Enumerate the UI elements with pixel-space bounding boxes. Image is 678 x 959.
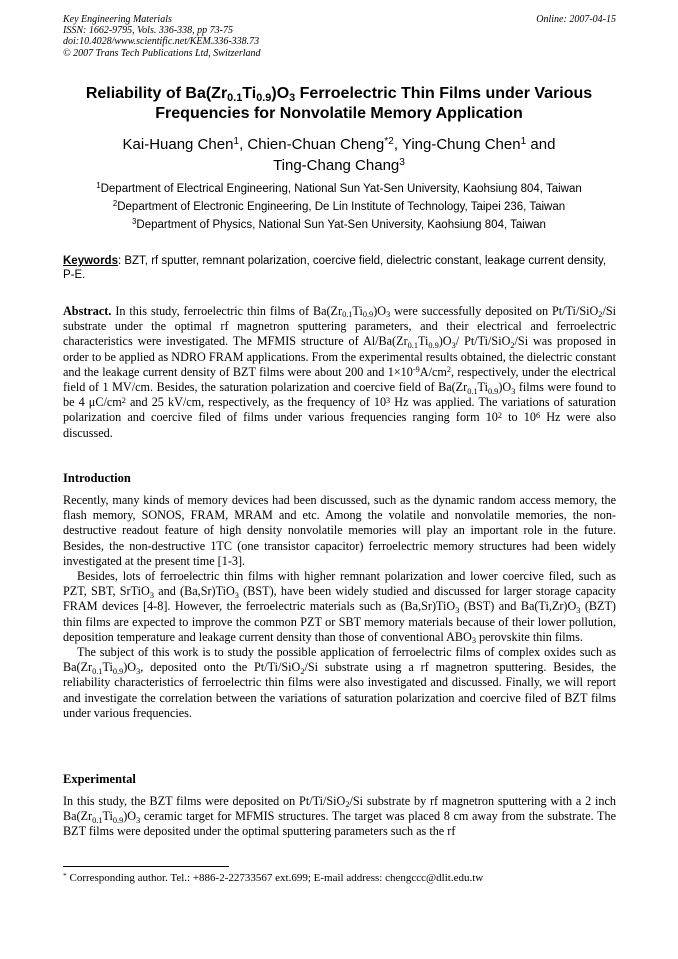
exp-text: Ti: [102, 809, 113, 824]
author-affil-mark: *2: [384, 136, 394, 148]
author-affil-mark: 1: [233, 136, 240, 148]
intro-text: and (Ba,Sr)TiO: [153, 584, 235, 599]
experimental-section: [63, 794, 616, 840]
keywords-text: : BZT, rf sputter, remnant polarization, coercive field, dielectric constant, leakage current density, P-E.: [63, 255, 607, 281]
affiliation-item: [40, 198, 638, 216]
subscript: 3: [149, 590, 154, 600]
intro-text: The subject of this work is to study the possible application of ferroelectric films of complex oxides such as Ba(Zr: [63, 645, 616, 675]
abstract-text: Hz was applied. The variations of saturation polarization and coercive filed of films under various frequencies ranging form 10: [63, 395, 616, 425]
subscript: 3: [576, 605, 581, 615]
affil-mark: 1: [96, 181, 101, 191]
subscript: 0.1: [407, 340, 418, 350]
intro-text: /Si substrate using a rf magnetron sputtering. Besides, the reliability characteristics of ferroelectric thin films were also investigated and discussed. Finally, we will report and investigate the correlation between the variations of saturation polarization and coercive filed of BZT films under various frequencies.: [63, 660, 616, 720]
abstract-text: were successfully deposited on Pt/Ti/SiO: [390, 304, 599, 318]
copyright-line: © 2007 Trans Tech Publications Ltd, Switzerland: [63, 47, 261, 59]
issn-line: ISSN: 1662-9795, Vols. 336-338, pp 73-75: [63, 25, 233, 37]
subscript: 2: [300, 666, 305, 676]
abstract-text: to 10: [502, 410, 536, 425]
abstract-text: , respectively, under the electrical field of 1 MV/cm. Besides, the saturation polarization and coercive field of Ba(Zr: [63, 364, 616, 395]
abstract-text: Ti: [352, 304, 363, 318]
subscript: 2: [598, 310, 603, 320]
abstract-text: A/cm: [419, 364, 447, 379]
intro-text: (BST) and Ba(Ti,Zr)O: [459, 599, 577, 614]
intro-text: (BZT) thin films are expected to improve the common PZT or SBT memory materials because of their lower pollution, deposition temperature and leakage current density than those of conventional ABO: [63, 599, 616, 644]
subscript: 3: [234, 590, 239, 600]
subscript: 0.9: [112, 666, 124, 676]
section-heading-experimental: Experimental: [63, 772, 136, 786]
abstract-text: )O: [373, 304, 387, 318]
intro-text: Ti: [102, 660, 113, 675]
affil-text: Department of Electrical Engineering, National Sun Yat-Sen University, Kaohsiung 804, Taiwan: [100, 183, 582, 195]
affiliation-item: [40, 216, 638, 234]
subscript: 3: [511, 386, 516, 396]
subscript: 3: [451, 340, 456, 350]
exp-text: /Si substrate by rf magnetron sputtering with a 2 inch Ba(Zr: [63, 794, 616, 824]
title-text: Ferroelectric Thin Films under Various: [295, 85, 593, 102]
title-subscript: 0.1: [227, 92, 243, 105]
title-subscript: 0.9: [256, 92, 272, 105]
abstract-text: films were found to be 4 μC/cm: [63, 380, 616, 410]
intro-paragraph-1: Recently, many kinds of memory devices had been discussed, such as the dynamic random access memory, the flash memory, SONOS, FRAM, MRAM and etc. Among the volatile and nonvolatile memories, the non-destructive readout feature of high density nonvolatile memories will play an important role in the future. Besides, the non-destructive 1TC (one transistor capacitor) ferroelectric memory structures had been widely investigated at the present time [1-3].: [63, 493, 616, 568]
abstract-text: / Pt/Ti/SiO: [455, 334, 511, 349]
experimental-paragraph: [63, 794, 616, 840]
subscript: 3: [386, 310, 391, 320]
intro-text: Besides, lots of ferroelectric thin films with higher remnant polarization and lower coercive filed, such as PZT, SBT, SrTiO: [63, 569, 616, 599]
subscript: 0.9: [362, 310, 374, 320]
subscript: 2: [345, 800, 350, 810]
subscript: 3: [471, 636, 476, 646]
subscript: 0.9: [112, 815, 124, 825]
footnote: [63, 872, 616, 885]
exp-text: ceramic target for MFMIS structures. The target was placed 8 cm away from the substrate. The BZT films were deposited under the optimal sputtering parameters such as the rf: [63, 809, 616, 839]
intro-text: , deposited onto the Pt/Ti/SiO: [140, 660, 301, 675]
doi-line: doi:10.4028/www.scientific.net/KEM.336-338.73: [63, 36, 260, 48]
title-text: Ti: [242, 85, 257, 102]
title-text: Frequencies for Nonvolatile Memory Application: [155, 105, 523, 122]
abstract-text: and 25 kV/cm, respectively, as the frequency of 10: [125, 395, 387, 410]
abstract-text: )O: [498, 380, 512, 395]
subscript: 2: [510, 340, 515, 350]
intro-paragraph-2: [63, 569, 616, 645]
keywords-label: Keywords: [63, 255, 118, 267]
journal-name: Key Engineering Materials: [63, 14, 172, 25]
abstract-text: /Si substrate under the optimal rf magnetron sputtering parameters, and their electrical and ferroelectric characteristics were investigated. The MFMIS structure of Al/Ba(Zr: [63, 304, 616, 349]
intro-text: (BST), have been widely studied and discussed for larger storage capacity FRAM devices [4-8]. However, the ferroelectric materials such as (Ba,Sr)TiO: [63, 584, 616, 614]
exp-text: )O: [123, 809, 137, 824]
intro-text: )O: [123, 660, 137, 675]
affiliation-list: [40, 180, 638, 234]
author-conjunction: and: [526, 136, 556, 153]
affil-text: Department of Physics, National Sun Yat-Sen University, Kaohsiung 804, Taiwan: [136, 219, 546, 231]
exp-text: In this study, the BZT films were deposited on Pt/Ti/SiO: [63, 794, 346, 808]
author-name: Kai-Huang Chen: [122, 136, 234, 153]
introduction-section: [63, 493, 616, 721]
intro-text: perovskite thin films.: [475, 629, 583, 644]
superscript: 2: [121, 395, 126, 405]
affil-mark: 2: [112, 199, 118, 209]
title-text: Reliability of Ba(Zr: [85, 85, 228, 102]
intro-paragraph-3: [63, 645, 616, 721]
subscript: 0.1: [92, 666, 103, 676]
section-heading-introduction: Introduction: [63, 471, 131, 485]
abstract: [63, 304, 616, 441]
footnote-rule: [63, 866, 229, 867]
author-name: , Chien-Chuan Cheng: [239, 136, 385, 153]
footnote-text: Corresponding author. Tel.: +886-2-22733567 ext.699; E-mail address: chengccc@dlit.edu.tw: [66, 872, 484, 884]
superscript: 3: [386, 395, 391, 405]
subscript: 0.1: [467, 386, 478, 396]
author-list: [40, 134, 638, 176]
superscript: -9: [412, 365, 420, 375]
subscript: 3: [455, 605, 460, 615]
author-name: , Ying-Chung Chen: [393, 136, 521, 153]
superscript: 6: [535, 410, 541, 420]
subscript: 3: [136, 666, 141, 676]
subscript: 0.1: [342, 310, 353, 320]
subscript: 0.9: [487, 386, 499, 396]
abstract-text: Ti: [417, 334, 429, 349]
abstract-label: Abstract.: [63, 304, 112, 318]
title-subscript: 3: [289, 92, 296, 105]
abstract-text: )O: [438, 334, 452, 349]
superscript: 2: [446, 365, 451, 375]
abstract-text: In this study, ferroelectric thin films of Ba(Zr: [111, 304, 343, 318]
superscript: 2: [497, 410, 503, 420]
abstract-text: Hz were also discussed.: [63, 410, 616, 440]
footnote-mark: *: [63, 870, 67, 880]
keywords: [63, 254, 616, 282]
subscript: 3: [136, 815, 141, 825]
paper-title: [40, 84, 638, 124]
abstract-text: /Si was proposed in order to be applied as NDRO FRAM applications. From the experimental results obtained, the dielectric constant and the leakage current density of BZT films were about 200 and 1×10: [63, 334, 616, 379]
online-date: Online: 2007-04-15: [536, 14, 616, 25]
subscript: 0.1: [92, 815, 103, 825]
affil-text: Department of Electronic Engineering, De Lin Institute of Technology, Taipei 236, Taiwan: [117, 201, 566, 213]
author-affil-mark: 3: [399, 157, 405, 169]
running-header: [63, 14, 616, 59]
abstract-paragraph: [63, 304, 616, 441]
affil-mark: 3: [132, 217, 137, 227]
author-name: Ting-Chang Chang: [273, 157, 400, 174]
subscript: 0.9: [428, 340, 439, 350]
author-affil-mark: 1: [520, 136, 527, 148]
abstract-text: Ti: [477, 380, 488, 395]
title-text: )O: [271, 85, 290, 102]
affiliation-item: [40, 180, 638, 198]
